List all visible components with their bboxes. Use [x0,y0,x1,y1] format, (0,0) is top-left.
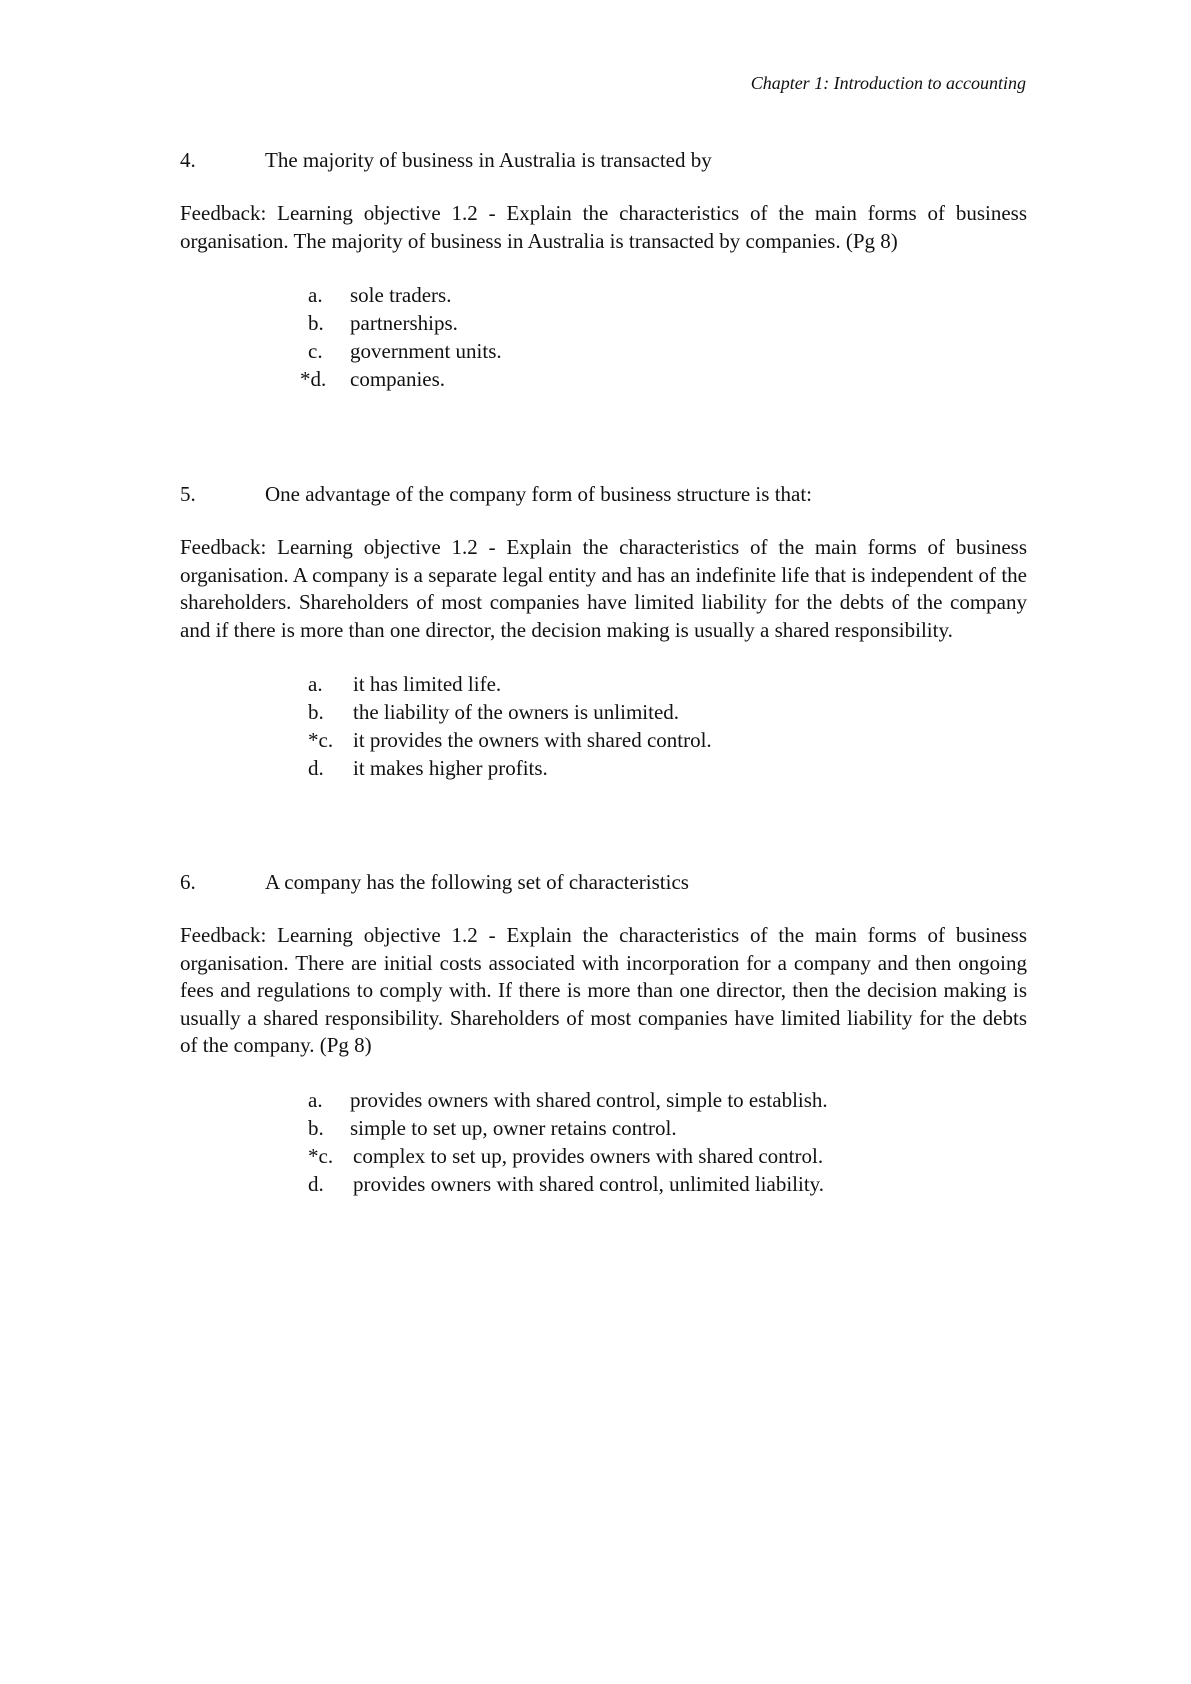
feedback-text: Feedback: Learning objective 1.2 - Explain the characteristics of the main forms of business organisation. The majority of business in Australia is transacted by companies. (Pg 8) [180,201,1027,253]
option-text: it makes higher profits. [353,756,548,781]
option-text: simple to set up, owner retains control. [350,1115,677,1140]
question-5 [180,480,1027,782]
answer-option [180,1114,1027,1142]
option-text: partnerships. [350,311,458,336]
answer-option-correct [180,1142,1027,1170]
option-letter: a. [308,672,323,697]
answer-option [180,309,1027,337]
answer-option-correct [180,365,1027,393]
answer-options [180,281,1027,393]
answer-option [180,337,1027,365]
option-letter: b. [308,311,324,336]
option-text: the liability of the owners is unlimited. [353,700,680,725]
option-letter: b. [308,1115,324,1140]
question-text: The majority of business in Australia is transacted by [265,148,712,172]
answer-option [180,281,1027,309]
option-letter: a. [308,1087,323,1112]
feedback-text: Feedback: Learning objective 1.2 - Explain the characteristics of the main forms of business organisation. There are initial costs associated with incorporation for a company and then ongoing fees and regulations to comply with. If there is more than one director, then the decision making is usually a shared responsibility. Shareholders of most companies have limited liability for the debts of the company. (Pg 8) [180,923,1027,1058]
answer-option [180,754,1027,782]
option-text: government units. [350,339,502,364]
running-header: Chapter 1: Introduction to accounting [750,73,1026,93]
question-stem [180,146,1027,174]
option-letter: *c. [308,728,334,753]
question-stem [180,480,1027,508]
question-number: 6. [180,870,196,894]
answer-option [180,1086,1027,1114]
answer-option-correct [180,726,1027,754]
question-number: 5. [180,482,196,506]
option-letter: b. [308,700,324,725]
option-letter: d. [308,756,324,781]
question-number: 4. [180,148,196,172]
option-text: complex to set up, provides owners with shared control. [353,1143,824,1168]
option-letter: a. [308,283,323,308]
option-letter: d. [308,1171,324,1196]
option-text: provides owners with shared control, simple to establish. [350,1087,828,1112]
feedback-text: Feedback: Learning objective 1.2 - Explain the characteristics of the main forms of business organisation. A company is a separate legal entity and has an indefinite life that is independent of the shareholders. Shareholders of most companies have limited liability for the debts of the company and if there is more than one director, the decision making is usually a shared responsibility. [180,535,1027,642]
answer-option [180,698,1027,726]
answer-options [180,670,1027,782]
question-text: A company has the following set of characteristics [265,870,689,894]
question-text: One advantage of the company form of business structure is that: [265,482,813,506]
option-text: it has limited life. [353,672,502,697]
question-4 [180,146,1027,393]
question-stem [180,868,1027,896]
option-text: sole traders. [350,283,452,308]
option-text: companies. [350,367,446,392]
option-letter: *c. [308,1143,334,1168]
answer-option [180,1170,1027,1198]
answer-options [180,1086,1027,1198]
answer-option [180,670,1027,698]
option-letter: *d. [300,367,327,392]
option-letter: c. [308,339,323,364]
option-text: it provides the owners with shared control. [353,728,712,753]
option-text: provides owners with shared control, unlimited liability. [353,1171,825,1196]
question-6 [180,868,1027,1198]
